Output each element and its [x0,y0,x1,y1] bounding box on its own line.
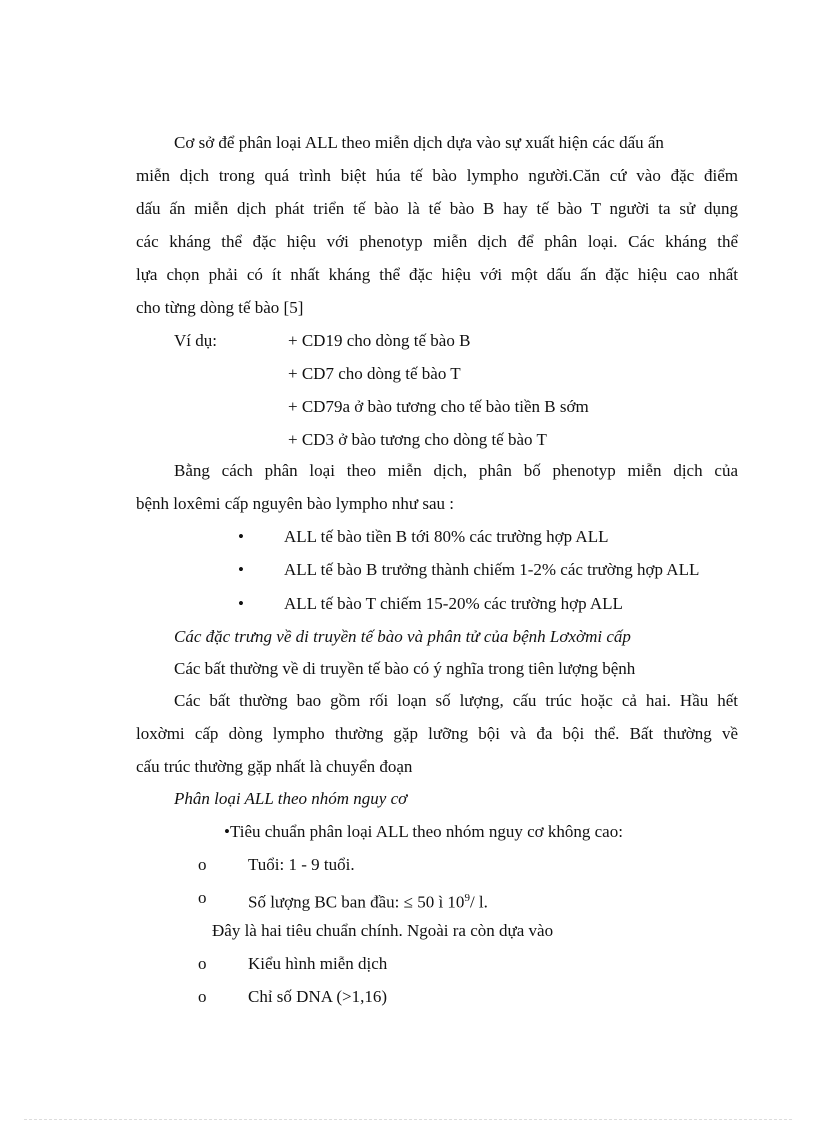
bullet-icon: • [224,822,230,841]
criteria-title-text: Tiêu chuẩn phân loại ALL theo nhóm nguy cơ không cao: [229,822,623,841]
paragraph-line: bệnh loxêmi cấp nguyên bào lympho như sau : [136,494,454,513]
paragraph-line: lựa chọn phải có ít nhất kháng thể đặc hiệu với một dấu ấn đặc hiệu cao nhất [136,265,738,284]
example-item: + CD79a ở bào tương cho tế bào tiền B sớm [288,397,589,416]
paragraph-line: các kháng thể đặc hiệu với phenotyp miễn dịch để phân loại. Các kháng thể [136,232,738,251]
criteria-note: Đây là hai tiêu chuẩn chính. Ngoài ra còn dựa vào [212,921,554,940]
bullet-icon: • [238,527,244,546]
bullet-icon: • [238,594,244,613]
paragraph-line: cho từng dòng tế bào [5] [136,298,304,317]
criteria-extra: Chỉ số DNA (>1,16) [248,987,387,1006]
criteria-count-prefix: Số lượng BC ban đầu: ≤ 50 ì 10 [248,892,465,912]
example-label: Ví dụ: [174,331,217,350]
page-bottom-divider [24,1119,792,1120]
criteria-extra: Kiểu hình miễn dịch [248,954,388,973]
example-item: + CD7 cho dòng tế bào T [288,364,461,383]
paragraph-line: cấu trúc thường gặp nhất là chuyển đoạn [136,757,413,776]
bullet-item: ALL tế bào B trưởng thành chiếm 1-2% các trường hợp ALL [284,560,700,579]
criteria-count-exponent: 9 [464,892,470,904]
section-heading: Phân loại ALL theo nhóm nguy cơ [174,789,408,808]
paragraph-line: Các bất thường về di truyền tế bào có ý nghĩa trong tiên lượng bệnh [174,659,636,678]
bullet-item: ALL tế bào T chiếm 15-20% các trường hợp ALL [284,594,623,613]
paragraph-line: loxờmi cấp dòng lympho thường gặp lưỡng bội và đa bội thể. Bất thường về [136,724,738,743]
circle-bullet-icon: o [198,954,207,973]
paragraph-line: Cơ sở để phân loại ALL theo miễn dịch dựa vào sự xuất hiện các dấu ấn [174,133,664,152]
criteria-count-suffix: / l. [469,892,488,912]
bullet-icon: • [238,560,244,579]
example-item: + CD19 cho dòng tế bào B [288,331,471,350]
criteria-title [224,821,623,843]
example-item: + CD3 ở bào tương cho dòng tế bào T [288,430,547,449]
bullet-item: ALL tế bào tiền B tới 80% các trường hợp ALL [284,527,609,546]
circle-bullet-icon: o [198,888,207,907]
criteria-age: Tuổi: 1 - 9 tuổi. [248,855,355,874]
circle-bullet-icon: o [198,987,207,1006]
paragraph-line: Bằng cách phân loại theo miễn dịch, phân bố phenotyp miễn dịch của [174,461,738,480]
criteria-count [248,887,488,914]
circle-bullet-icon: o [198,855,207,874]
section-heading: Các đặc trưng về di truyền tế bào và phân tử của bệnh Lơxờmi cấp [174,627,631,646]
paragraph-line: Các bất thường bao gồm rối loạn số lượng, cấu trúc hoặc cả hai. Hầu hết [174,691,738,710]
paragraph-line: miễn dịch trong quá trình biệt húa tế bào lympho người.Căn cứ vào đặc điểm [136,166,738,185]
paragraph-line: dấu ấn miễn dịch phát triển tế bào là tế bào B hay tế bào T người ta sử dụng [136,199,738,218]
